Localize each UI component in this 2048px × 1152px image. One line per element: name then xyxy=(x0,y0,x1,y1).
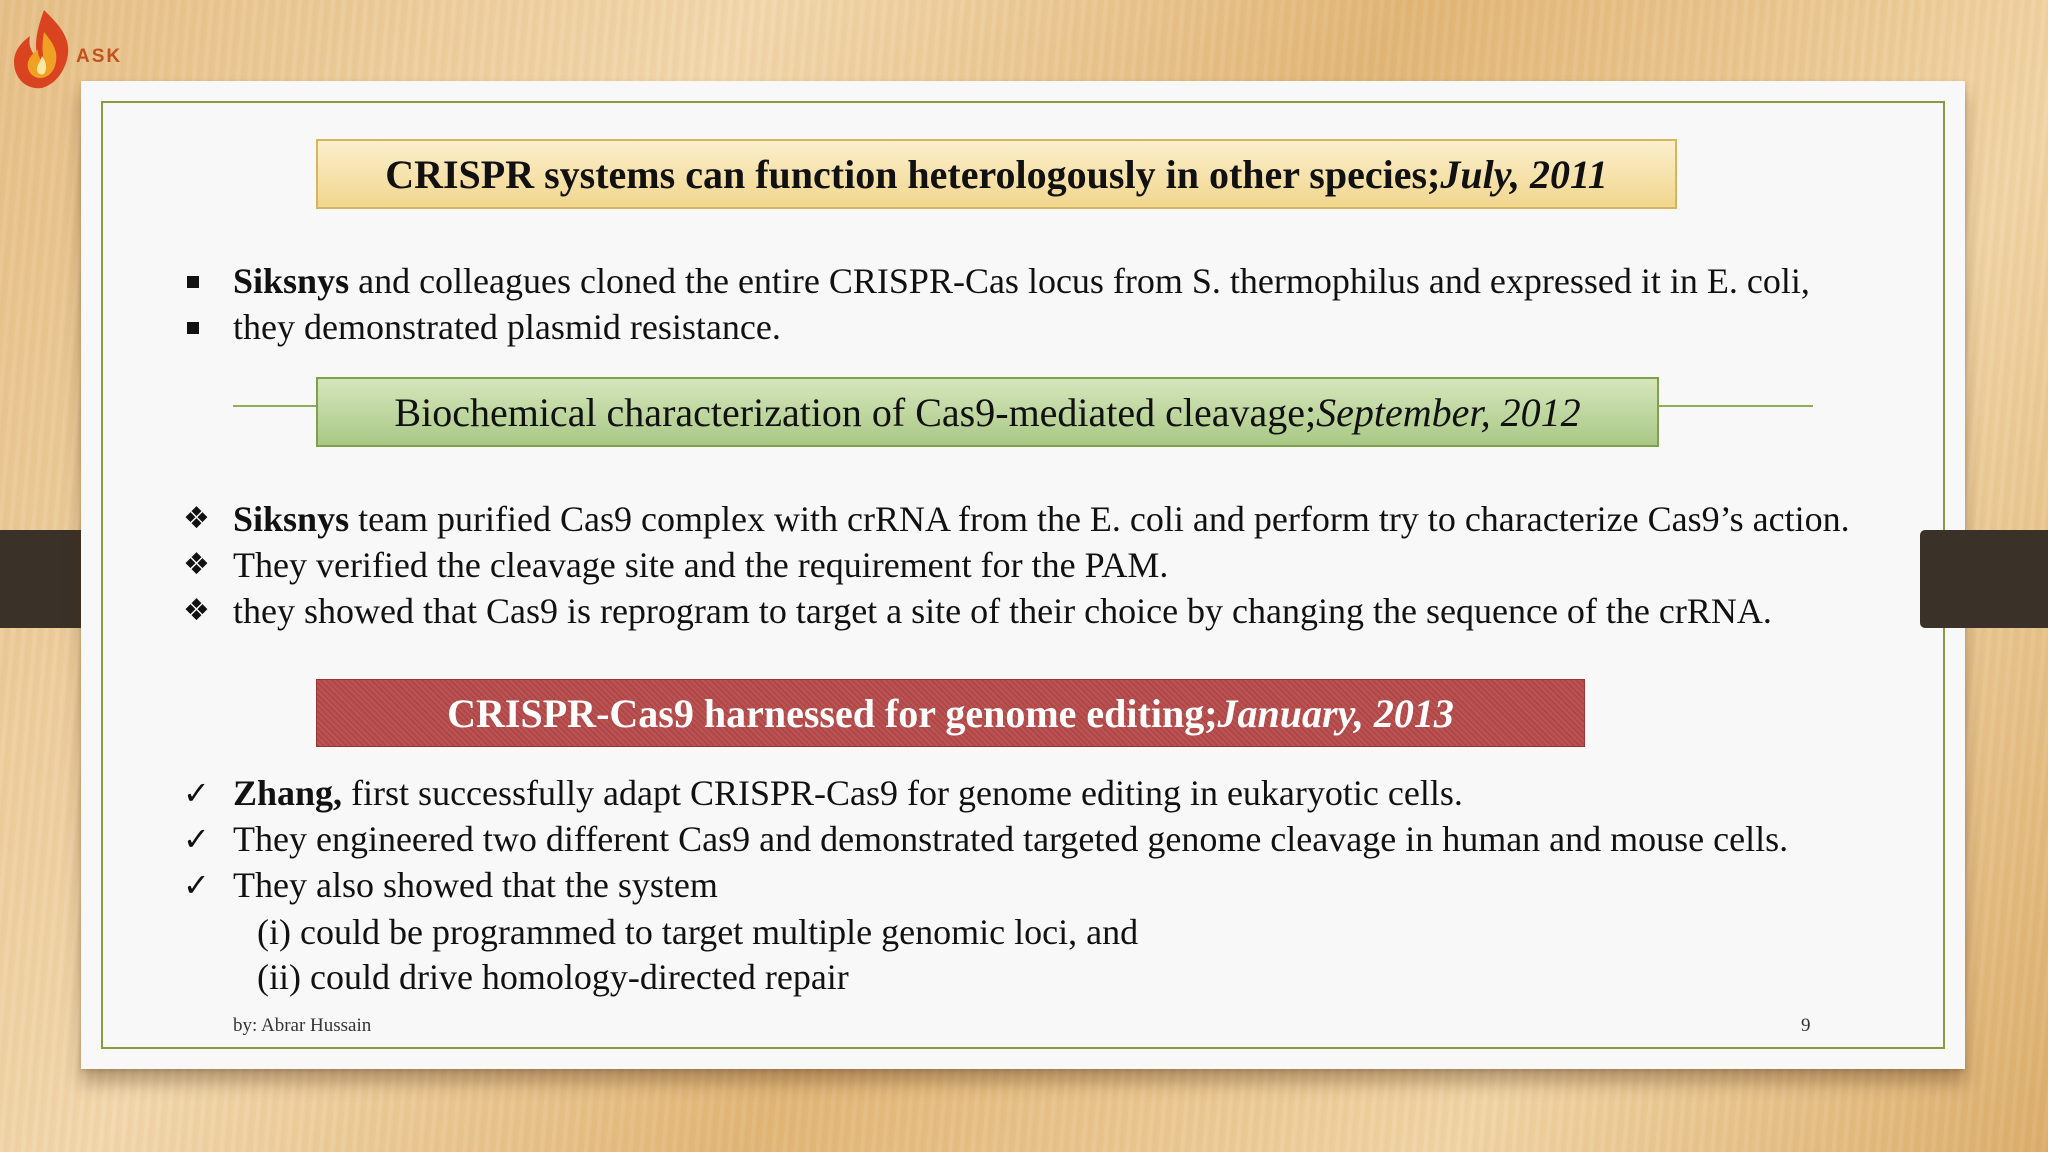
divider-line-right xyxy=(1657,405,1813,407)
check-icon: ✓ xyxy=(183,774,210,812)
footer-author: by: Abrar Hussain xyxy=(233,1015,372,1036)
sub-item: (ii) could drive homology-directed repair xyxy=(257,957,849,997)
diamond-bullet-icon: ❖ xyxy=(183,501,210,536)
item-text: They verified the cleavage site and the requirement for the PAM. xyxy=(233,545,1169,585)
section-list-2011 xyxy=(183,258,1810,350)
section-title-2011 xyxy=(316,139,1677,209)
square-bullet-icon xyxy=(183,304,223,350)
diamond-bullet-icon: ❖ xyxy=(183,593,210,628)
list-item xyxy=(183,862,1788,908)
slide xyxy=(81,81,1965,1069)
list-item xyxy=(183,588,1850,634)
item-text: they demonstrated plasmid resistance. xyxy=(233,307,781,347)
section-title-text: Biochemical characterization of Cas9-mediated cleavage; xyxy=(394,389,1317,435)
section-title-2013 xyxy=(316,679,1585,747)
item-text: They engineered two different Cas9 and demonstrated targeted genome cleavage in human and mouse cells. xyxy=(233,819,1789,859)
item-text: first successfully adapt CRISPR-Cas9 for genome editing in eukaryotic cells. xyxy=(342,773,1463,813)
section-list-2012 xyxy=(183,496,1850,634)
diamond-bullet-icon: ❖ xyxy=(183,547,210,582)
item-bold: Siksnys xyxy=(233,261,350,301)
item-text: team purified Cas9 complex with crRNA from the E. coli and perform try to characterize Cas9’s action. xyxy=(349,499,1850,539)
item-text: and colleagues cloned the entire CRISPR-Cas locus from S. thermophilus and expressed it in E. coli, xyxy=(349,261,1810,301)
section-title-2012 xyxy=(316,377,1659,447)
list-item xyxy=(183,304,1810,350)
sub-item: (i) could be programmed to target multiple genomic loci, and xyxy=(257,912,1139,952)
square-bullet-icon xyxy=(183,258,223,304)
binder-clip-right xyxy=(1920,530,2048,628)
check-icon: ✓ xyxy=(183,866,210,904)
check-icon: ✓ xyxy=(183,820,210,858)
list-item xyxy=(183,258,1810,304)
list-item xyxy=(183,816,1788,862)
section-list-2013 xyxy=(183,770,1788,908)
item-bold: Siksnys xyxy=(233,499,350,539)
list-item xyxy=(183,496,1850,542)
item-text: They also showed that the system xyxy=(233,865,718,905)
item-text: they showed that Cas9 is reprogram to target a site of their choice by changing the sequence of the crRNA. xyxy=(233,591,1772,631)
logo-text: ASK xyxy=(76,46,123,67)
list-item xyxy=(183,770,1788,816)
section-title-date: January, 2013 xyxy=(1217,690,1454,736)
list-item xyxy=(183,542,1850,588)
page-number: 9 xyxy=(1801,1015,1811,1036)
item-bold: Zhang, xyxy=(233,773,343,813)
divider-line-left xyxy=(233,405,316,407)
section-title-text: CRISPR-Cas9 harnessed for genome editing; xyxy=(447,690,1218,736)
section-title-text: CRISPR systems can function heterologously in other species; xyxy=(385,151,1441,197)
section-title-date: July, 2011 xyxy=(1440,151,1608,197)
section-title-date: September, 2012 xyxy=(1316,389,1581,435)
